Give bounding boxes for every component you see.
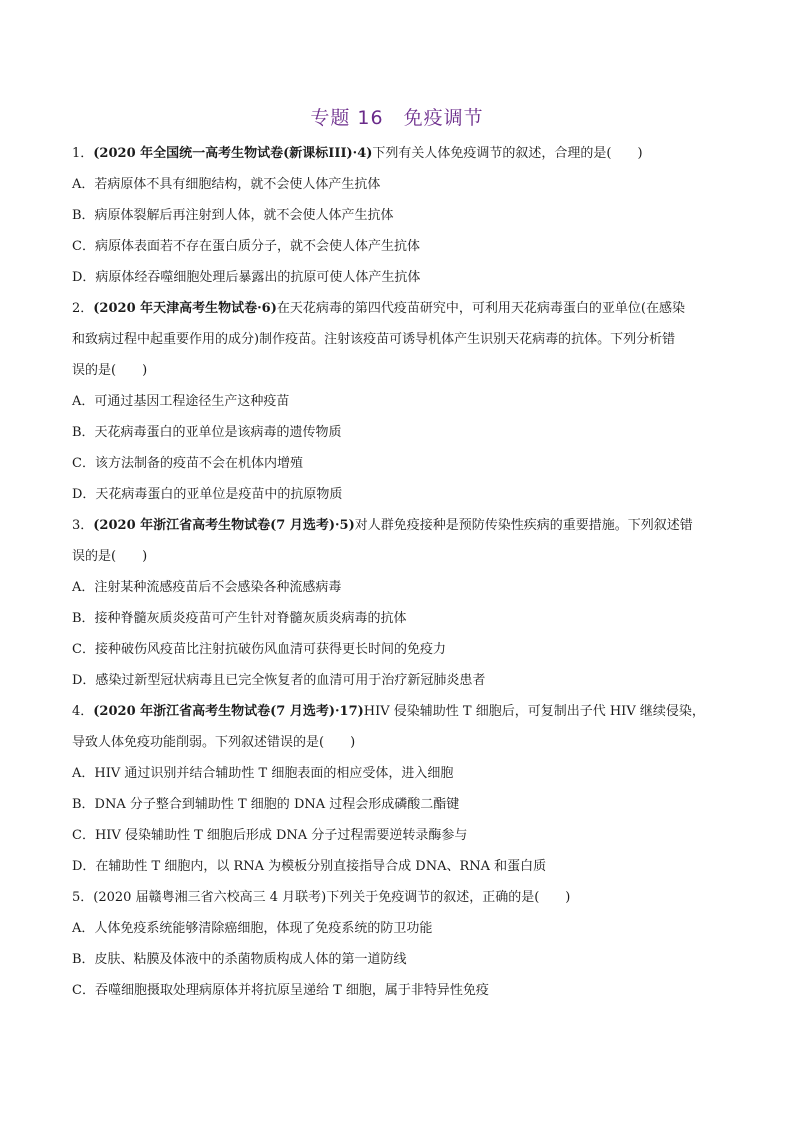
question-2-stem-line-1 (72, 300, 732, 318)
question-1-stem-line-1 (72, 145, 732, 163)
question-3-option-d: D．感染过新型冠状病毒且已完全恢复者的血清可用于治疗新冠肺炎患者 (72, 673, 486, 688)
question-4-option-c: C．HIV 侵染辅助性 T 细胞后形成 DNA 分子过程需要逆转录酶参与 (72, 828, 468, 843)
question-3-stem-line-2: 误的是( ) (72, 549, 148, 564)
question-4-option-a: A．HIV 通过识别并结合辅助性 T 细胞表面的相应受体，进入细胞 (72, 766, 454, 781)
question-3-option-c: C．接种破伤风疫苗比注射抗破伤风血清可获得更长时间的免疫力 (72, 642, 446, 657)
question-5-option-b: B．皮肤、粘膜及体液中的杀菌物质构成人体的第一道防线 (72, 952, 407, 967)
question-1-option-b: B．病原体裂解后再注射到人体，就不会使人体产生抗体 (72, 208, 394, 223)
question-4-stem-line-1 (72, 703, 732, 721)
question-2-option-d: D．天花病毒蛋白的亚单位是疫苗中的抗原物质 (72, 487, 343, 502)
question-4-option-b: B．DNA 分子整合到辅助性 T 细胞的 DNA 过程会形成磷酸二酯键 (72, 797, 460, 812)
question-text: 下列关于免疫调节的叙述，正确的是( ) (326, 890, 571, 905)
question-text: 对人群免疫接种是预防传染性疾病的重要措施。下列叙述错 (354, 518, 693, 533)
question-number: 3． (72, 518, 94, 533)
question-text: HIV 侵染辅助性 T 细胞后，可复制出子代 HIV 继续侵染， (363, 704, 705, 719)
question-4-option-d: D．在辅助性 T 细胞内，以 RNA 为模板分别直接指导合成 DNA、RNA 和蛋白质 (72, 859, 547, 874)
question-1-option-d: D．病原体经吞噬细胞处理后暴露出的抗原可使人体产生抗体 (72, 270, 421, 285)
question-source: (2020 年天津高考生物试卷·6) (93, 301, 277, 316)
question-5-option-c: C．吞噬细胞摄取处理病原体并将抗原呈递给 T 细胞，属于非特异性免疫 (72, 983, 489, 998)
question-2-stem-line-2: 和致病过程中起重要作用的成分)制作疫苗。注射该疫苗可诱导机体产生识别天花病毒的抗体。下列分析错 (72, 332, 676, 347)
question-number: 4． (72, 704, 94, 719)
question-1-option-a: A．若病原体不具有细胞结构，就不会使人体产生抗体 (72, 177, 381, 192)
question-2-option-a: A．可通过基因工程途径生产这种疫苗 (72, 394, 290, 409)
question-source: (2020 年全国统一高考生物试卷(新课标III)·4) (93, 146, 373, 161)
question-3-stem-line-1 (72, 517, 732, 535)
question-text: 下列有关人体免疫调节的叙述，合理的是( ) (372, 146, 643, 161)
question-text: 在天花病毒的第四代疫苗研究中，可利用天花病毒蛋白的亚单位(在感染 (276, 301, 685, 316)
question-3-option-a: A．注射某种流感疫苗后不会感染各种流感病毒 (72, 580, 342, 595)
question-1-option-c: C．病原体表面若不存在蛋白质分子，就不会使人体产生抗体 (72, 239, 420, 254)
question-2-option-c: C．该方法制备的疫苗不会在机体内增殖 (72, 456, 303, 471)
question-source: (2020 届赣粤湘三省六校高三 4 月联考) (93, 890, 327, 905)
question-source: (2020 年浙江省高考生物试卷(7 月选考)·5) (93, 518, 355, 533)
question-source: (2020 年浙江省高考生物试卷(7 月选考)·17) (93, 704, 364, 719)
question-3-option-b: B．接种脊髓灰质炎疫苗可产生针对脊髓灰质炎病毒的抗体 (72, 611, 407, 626)
question-2-stem-line-3: 误的是( ) (72, 363, 148, 378)
question-4-stem-line-2: 导致人体免疫功能削弱。下列叙述错误的是( ) (72, 735, 356, 750)
question-5-stem-line-1 (72, 889, 732, 907)
question-2-option-b: B．天花病毒蛋白的亚单位是该病毒的遗传物质 (72, 425, 342, 440)
question-number: 5． (72, 890, 94, 905)
page-title: 专题 16 免疫调节 (310, 107, 484, 129)
question-number: 1． (72, 146, 94, 161)
question-number: 2． (72, 301, 94, 316)
question-5-option-a: A．人体免疫系统能够清除癌细胞，体现了免疫系统的防卫功能 (72, 921, 433, 936)
